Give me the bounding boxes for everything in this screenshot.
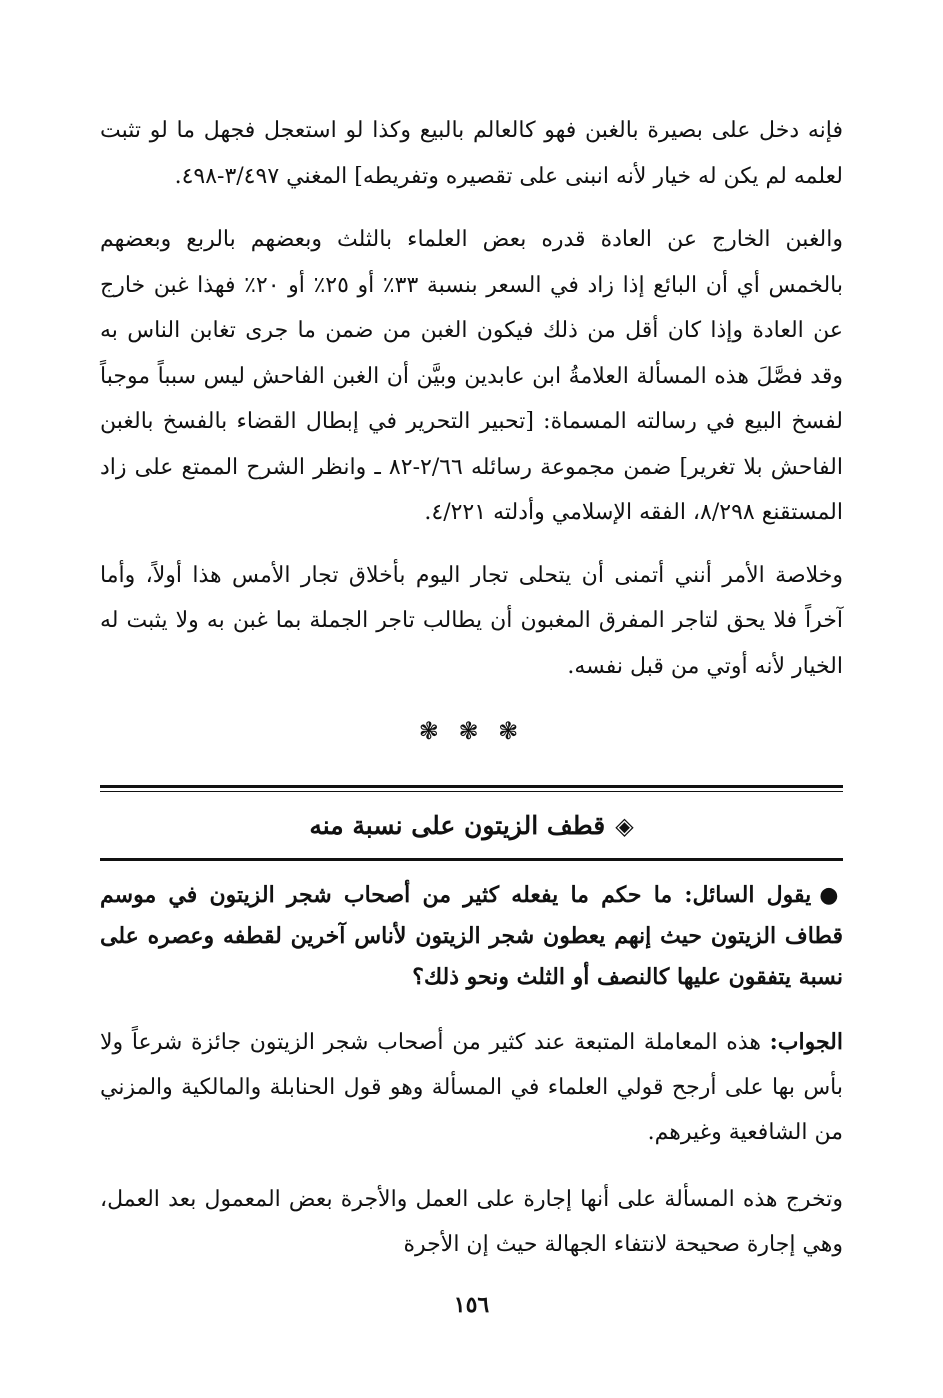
question-text: يقول السائل: ما حكم ما يفعله كثير من أصحاب شجر الزيتون في موسم قطاف الزيتون حيث إنهم يعطون شجر الزيتون لأناس آخرين لقطفه وعصره على نسبة يتفقون عليها كالنصف أو الثلث ونحو ذلك؟ — [100, 882, 843, 990]
divider-top — [100, 785, 843, 788]
paragraph-2: والغبن الخارج عن العادة قدره بعض العلماء بالثلث وبعضهم بالربع وبعضهم بالخمس أي أن البائع إذا زاد في السعر بنسبة ٣٣٪ أو ٢٥٪ أو ٢٠٪ فهذا غبن خارج عن العادة وإذا كان أقل من ذلك فيكون الغبن من ضمن ما جرى تغابن الناس به وقد فصَّلَ هذه المسألة العلامةُ ابن عابدين وبيَّن أن الغبن الفاحش ليس سبباً موجباً لفسخ البيع في رسالته المسماة: [تحبير التحرير في إبطال القضاء بالفسخ بالغبن الفاحش بلا تغرير] ضمن مجموعة رسائله ٢/٦٦-٨٢ ـ وانظر الشرح الممتع على زاد المستقنع ٨/٢٩٨، الفقه الإسلامي وأدلته ٤/٢٢١. — [100, 227, 843, 525]
paragraph-last: وتخرج هذه المسألة على أنها إجارة على العمل والأجرة بعض المعمول بعد العمل، وهي إجارة صحيحة لانتفاء الجهالة حيث إن الأجرة — [100, 1187, 843, 1257]
question-paragraph — [100, 875, 843, 998]
separator-stars: ❃ ❃ ❃ — [418, 717, 525, 745]
diamond-icon: ◈ — [615, 811, 634, 840]
bullet-icon: ● — [819, 882, 843, 908]
answer-label: الجواب: — [769, 1029, 843, 1055]
paragraph-1: فإنه دخل على بصيرة بالغبن فهو كالعالم بالبيع وكذا لو استعجل فجهل ما لو تثبت لعلمه لم يكن له خيار لأنه انبنى على تقصيره وتفريطه] المغني ٣/٤٩٧-٤٩٨. — [100, 118, 843, 189]
answer-text: هذه المعاملة المتبعة عند كثير من أصحاب شجر الزيتون جائزة شرعاً ولا بأس بها على أرجح قولي العلماء في المسألة وهو قول الحنابلة والمالكية والمزني من الشافعية وغيرهم. — [100, 1030, 843, 1145]
section-title — [100, 798, 843, 854]
section-header — [100, 785, 843, 861]
section-title-text: قطف الزيتون على نسبة منه — [309, 811, 606, 840]
divider-bottom — [100, 858, 843, 861]
divider-top-thin — [100, 791, 843, 792]
page-number: ١٥٦ — [453, 1292, 490, 1318]
answer-paragraph — [100, 1020, 843, 1155]
paragraph-3: وخلاصة الأمر أنني أتمنى أن يتحلى تجار اليوم بأخلاق تجار الأمس هذا أولاً، وأما آخراً فلا يحق لتاجر المفرق المغبون أن يطالب تاجر الجملة بما غبن به ولا يثبت له الخيار لأنه أوتي من قبل نفسه. — [100, 562, 843, 679]
